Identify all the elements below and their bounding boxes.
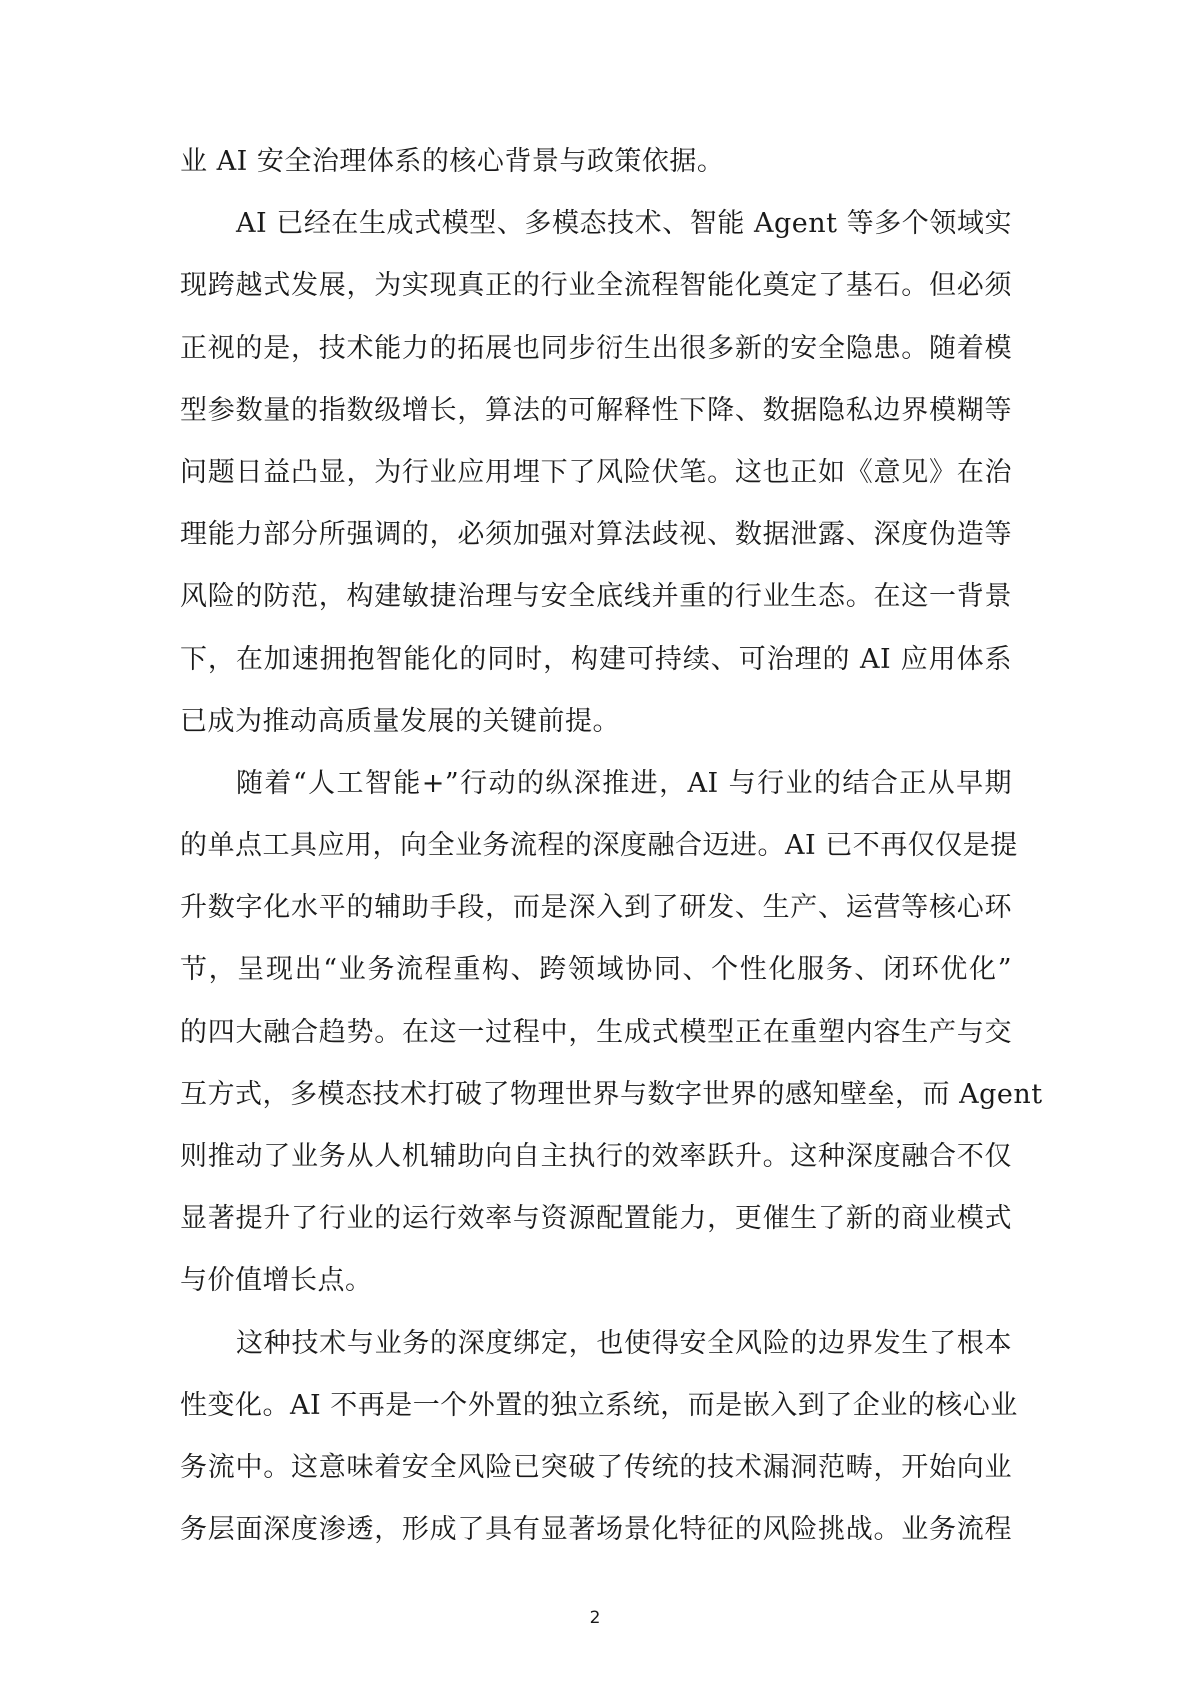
text-line: 风险的防范，构建敏捷治理与安全底线并重的行业生态。在这一背景 — [180, 581, 1012, 613]
text-line: 的四大融合趋势。在这一过程中，生成式模型正在重塑内容生产与交 — [180, 1016, 1012, 1048]
page-number: 2 — [589, 1608, 601, 1628]
text-line: 节，呈现出“业务流程重构、跨领域协同、个性化服务、闭环优化” — [180, 954, 1012, 986]
text-line: 与价值增长点。 — [180, 1265, 373, 1297]
text-line: 务层面深度渗透，形成了具有显著场景化特征的风险挑战。业务流程 — [180, 1514, 1012, 1546]
text-line: 随着“人工智能+”行动的纵深推进，AI 与行业的结合正从早期 — [236, 767, 1012, 799]
paragraph — [180, 193, 1012, 753]
text-line: 业 AI 安全治理体系的核心背景与政策依据。 — [180, 146, 725, 177]
text-line: 升数字化水平的辅助手段，而是深入到了研发、生产、运营等核心环 — [180, 892, 1012, 924]
text-line: 已成为推动高质量发展的关键前提。 — [180, 705, 620, 737]
text-line: 正视的是，技术能力的拓展也同步衍生出很多新的安全隐患。随着模 — [180, 332, 1012, 364]
text-line: 下，在加速拥抱智能化的同时，构建可持续、可治理的 AI 应用体系 — [180, 643, 1012, 675]
text-line: 现跨越式发展，为实现真正的行业全流程智能化奠定了基石。但必须 — [180, 270, 1012, 302]
text-line: 这种技术与业务的深度绑定，也使得安全风险的边界发生了根本 — [236, 1327, 1012, 1359]
paragraph — [180, 1313, 1018, 1562]
text-line: 互方式，多模态技术打破了物理世界与数字世界的感知壁垒，而 Agent — [180, 1078, 1043, 1110]
paragraph — [180, 131, 1012, 193]
text-line: 显著提升了行业的运行效率与资源配置能力，更催生了新的商业模式 — [180, 1203, 1012, 1235]
text-line: 务流中。这意味着安全风险已突破了传统的技术漏洞范畴，开始向业 — [180, 1451, 1012, 1483]
text-line: 型参数量的指数级增长，算法的可解释性下降、数据隐私边界模糊等 — [180, 394, 1012, 426]
text-line: 性变化。AI 不再是一个外置的独立系统，而是嵌入到了企业的核心业 — [180, 1389, 1018, 1421]
text-line: 则推动了业务从人机辅助向自主执行的效率跃升。这种深度融合不仅 — [180, 1141, 1012, 1172]
text-line: 的单点工具应用，向全业务流程的深度融合迈进。AI 已不再仅仅是提 — [180, 830, 1018, 862]
text-line: AI 已经在生成式模型、多模态技术、智能 Agent 等多个领域实 — [236, 208, 1012, 240]
paragraph — [180, 753, 1043, 1313]
body-text — [180, 131, 1043, 1561]
text-line: 理能力部分所强调的，必须加强对算法歧视、数据泄露、深度伪造等 — [180, 519, 1012, 551]
text-line: 问题日益凸显，为行业应用埋下了风险伏笔。这也正如《意见》在治 — [180, 456, 1012, 488]
